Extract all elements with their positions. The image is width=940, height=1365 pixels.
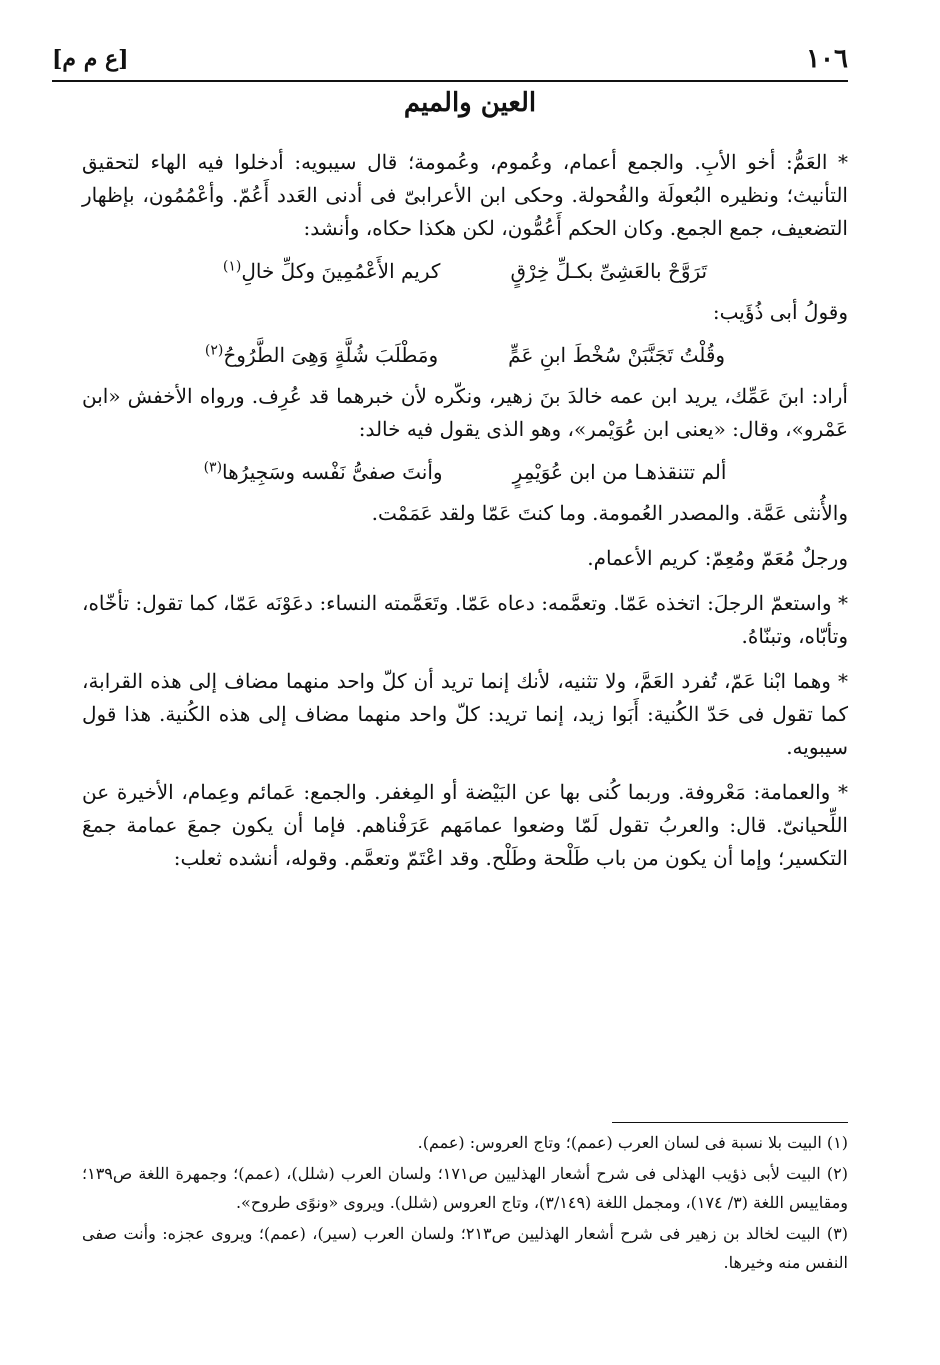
verse-2 xyxy=(82,339,848,372)
paragraph-5: ورجلٌ مُعَمّ ومُعِمّ: كريم الأعمام. xyxy=(587,546,848,570)
page-header xyxy=(52,38,848,78)
verse-2-first-hemistich: وقُلْتُ تَجَنَّبَنْ سُخْطَ ابنِ عَمٍّ xyxy=(508,343,726,367)
verse-3-second-hemistich xyxy=(204,456,443,489)
verse-2-footnote-ref: (٢) xyxy=(204,342,224,359)
paragraph-4: والأُنثى عَمَّة. والمصدر العُمومة. وما كنتَ عَمّا ولقد عَمَمْت. xyxy=(371,501,848,525)
footnote-1: (١) البيت بلا نسبة فى لسان العرب (عمم)؛ وتاج العروس: (عمم). xyxy=(417,1133,848,1152)
paragraph-2: وقولُ أبى ذُؤَيب: xyxy=(712,300,848,324)
footnote-3: (٣) البيت لخالد بن زهير فى شرح أشعار الهذليين ص٢١٣؛ ولسان العرب (سير)، (عمم)؛ ويروى عجزه: وأنت صفى النفس منه وخيرها. xyxy=(82,1224,849,1272)
verse-2-second-text: ومَطْلَبَ شُلَّةٍ وَهِىَ الطَّرُوحُ xyxy=(223,343,439,367)
header-rule xyxy=(52,80,848,82)
entry-body xyxy=(82,146,848,875)
verse-1-footnote-ref: (١) xyxy=(222,258,242,275)
verse-3-second-text: وأنتَ صفىُّ نَفْسه وسَجِيرُها xyxy=(222,460,443,484)
verse-1-first-hemistich: تَرَوَّحْ بالعَشِىِّ بكـلِّ خِرْقٍ xyxy=(510,259,708,283)
paragraph-1: * العَمُّ: أخو الأبِ. والجمع أعمام، وعُموم، وعُمومة؛ قال سيبويه: أدخلوا فيه الهاء لتحقيق التأنيث؛ ونظيره البُعولَة والفُحولة. وحكى ابن الأعرابىّ فى أدنى العَدد أَعُمّ. وأعْمُمُون، بإظهار التضعيف، جمع الجمع. وكان الحكم أَعُمُّون، لكن هكذا حكاه، وأنشد: xyxy=(82,150,848,240)
verse-3-first-hemistich: ألم تتنقذهـا من ابن عُوَيْمِرٍ xyxy=(512,460,727,484)
verse-3 xyxy=(82,456,848,489)
footnote-rule xyxy=(612,1122,848,1123)
paragraph-7: * وهما ابْنا عَمّ، تُفرد العَمَّ، ولا تثنيه، لأنك إنما تريد أن كلّ واحد منهما مضاف إلى هذه القرابة، كما تقول فى حَدّ الكُنية: أَبَوا زيد، إنما تريد: كلّ واحد منهما مضاف إلى هذه الكُنية. هذا قول سيبويه. xyxy=(82,669,848,759)
paragraph-3: أراد: ابنَ عَمِّك، يريد ابن عمه خالدَ بنَ زهير، ونكّره لأن خبرهما قد عُرِف. ورواه الأخفش «ابن عَمْرو»، وقال: «يعنى ابن عُوَيْمر»، وهو الذى يقول فيه خالد: xyxy=(82,384,848,441)
chapter-title: العين والميم xyxy=(403,88,537,118)
verse-3-footnote-ref: (٣) xyxy=(203,459,223,476)
verse-1-second-hemistich xyxy=(223,255,441,288)
paragraph-8: * والعمامة: مَعْروفة. وربما كُنى بها عن البَيْضة أو المِغفر. والجمع: عَمائم وعِمام، الأخيرة عن اللِّحيانىّ. قال: والعربُ تقول لَمّا وضعوا عمامَهم عَرَفْناهم. فإما أن يكون جمعَ عمامة جمعَ التكسير؛ وإما أن يكون من باب طَلْحة وطَلْح. وقد اعْتَمّ وتعمَّم. وقوله، أنشده ثعلب: xyxy=(82,780,848,870)
verse-1-second-text: كريم الأَعْمُمِينَ وكلِّ خالِ xyxy=(241,259,441,283)
paragraph-6: * واستعمّ الرجلَ: اتخذه عَمّا. وتعمَّمه: دعاه عَمّا. وتَعَمَّمته النساء: دعَوْنَه عَمّا، كما تقول: تأخّاه، وتأبّاه، وتبنّاهُ. xyxy=(82,591,848,648)
footnotes xyxy=(82,1128,848,1279)
footnote-2: (٢) البيت لأبى ذؤيب الهذلى فى شرح أشعار الهذليين ص١٧١؛ ولسان العرب (شلل)، (عمم)؛ وجمهرة اللغة ص١٣٩؛ ومقاييس اللغة (٣/ ١٧٤)، ومجمل اللغة (٣/١٤٩)، وتاج العروس (شلل). ويروى «ونوًى طروح». xyxy=(82,1164,848,1212)
page-number: ١٠٦ xyxy=(806,44,848,74)
verse-2-second-hemistich xyxy=(205,339,438,372)
verse-1 xyxy=(82,255,848,288)
section-code: [ع م م] xyxy=(52,46,129,72)
